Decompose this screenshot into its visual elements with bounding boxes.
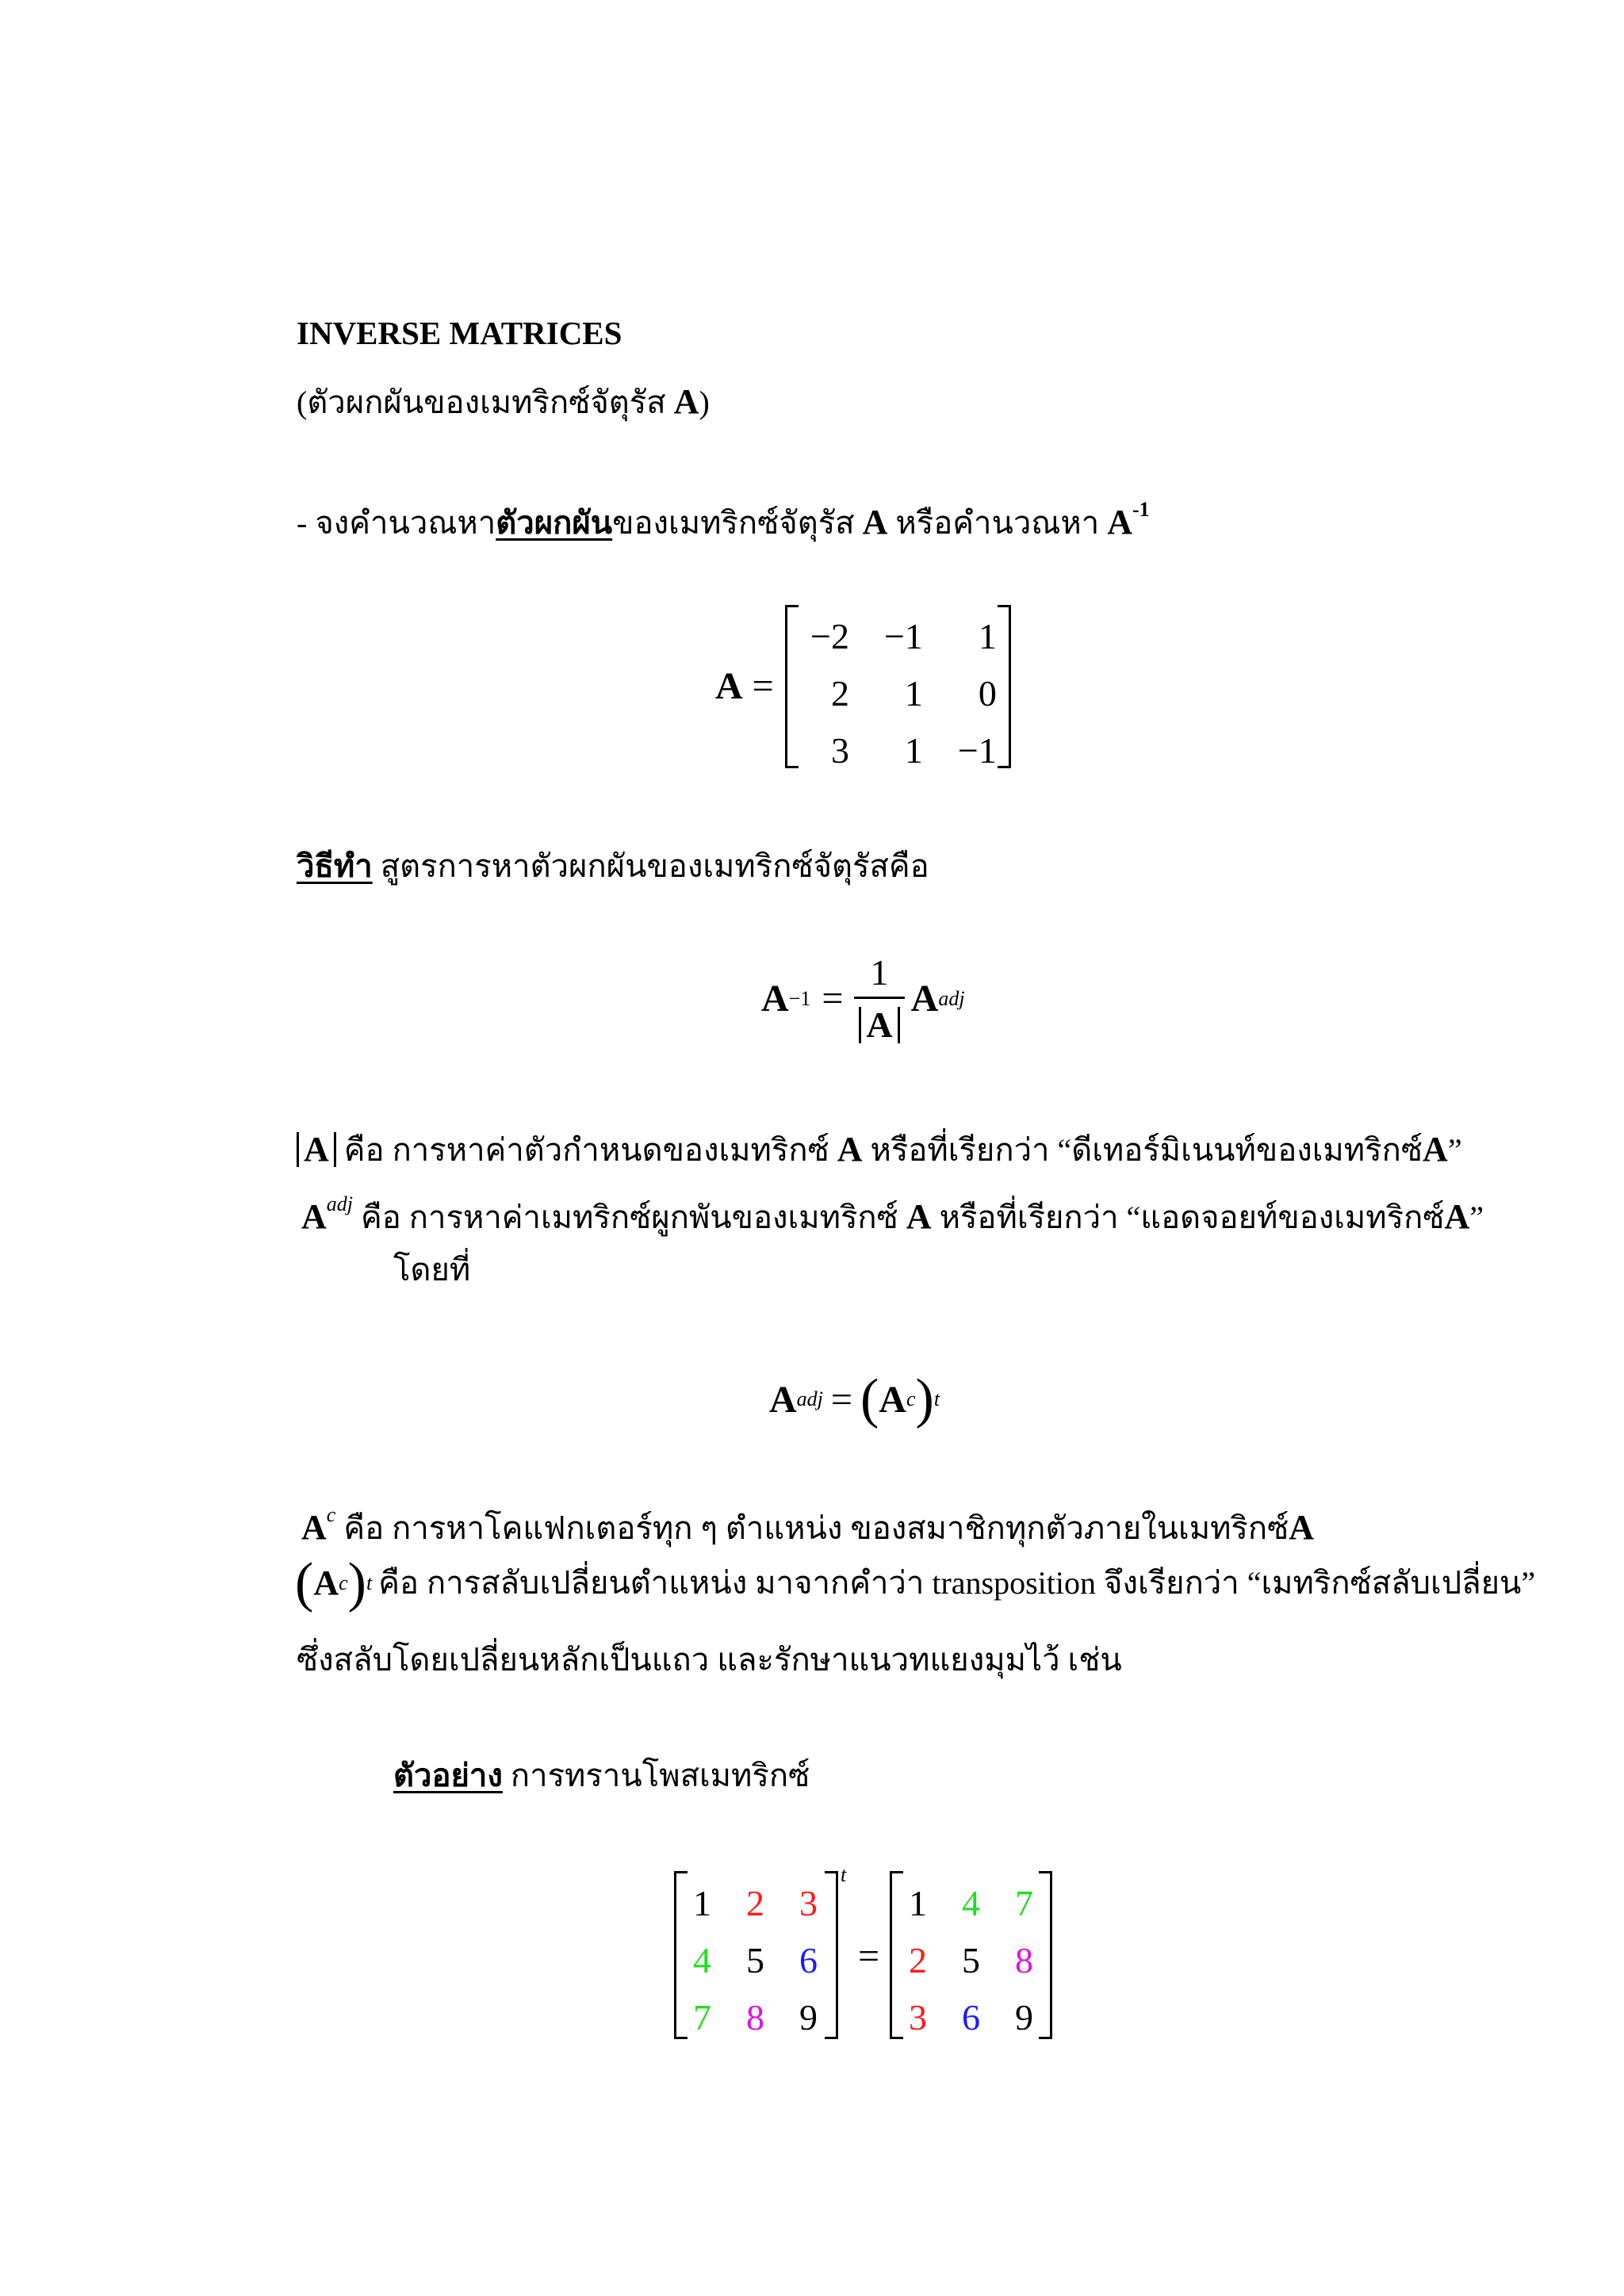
matrix-cell: 6 — [962, 1996, 980, 2038]
task-target-exp: -1 — [1132, 498, 1150, 521]
formula-rhs: A — [910, 978, 939, 1020]
matrix-cell: 2 — [909, 1939, 927, 1980]
def-det-var: A — [837, 1130, 863, 1169]
matrix-a-eq: = — [752, 665, 774, 707]
trans-symbol: A — [313, 1563, 339, 1602]
formula-adj-eq: = — [830, 1378, 852, 1421]
matrix-a — [793, 607, 1014, 779]
formula-lhs: A — [761, 978, 789, 1020]
def-det — [297, 1132, 1462, 1167]
matrix-cell: 5 — [962, 1939, 980, 1980]
method-text: สูตรการหาตัวผกผันของเมทริกซ์จัตุรัสคือ — [372, 848, 929, 884]
formula-adj-inner: A — [879, 1378, 906, 1421]
method-label: วิธีทำ — [297, 848, 373, 884]
matrix-row — [676, 1874, 835, 1931]
matrix-cell: 7 — [693, 1996, 711, 2038]
formula-adj-lhs-exp: adj — [796, 1387, 823, 1410]
matrix-cell: 9 — [799, 1996, 818, 2038]
matrix-cell: −1 — [883, 615, 923, 656]
formula-adj-lhs: A — [769, 1378, 797, 1421]
def-adj-text: คือ การหาค่าเมทริกซ์ผูกพันของเมทริกซ์ — [353, 1200, 906, 1235]
example-text: การทรานโพสเมทริกซ์ — [502, 1758, 810, 1793]
determinant-symbol: A — [859, 1007, 899, 1043]
formula-adj — [769, 1368, 940, 1431]
task-target: A — [1107, 503, 1132, 541]
matrix-cell: 1 — [909, 1882, 927, 1923]
subtitle — [297, 382, 710, 421]
formula-inverse — [761, 951, 965, 1046]
right-paren: ) — [347, 1552, 366, 1613]
by-which: โดยที่ — [393, 1252, 471, 1288]
matrix-row — [891, 1988, 1051, 2045]
left-paren: ( — [860, 1368, 879, 1429]
matrix-row — [793, 607, 1014, 664]
task-var: A — [862, 503, 888, 541]
adj-symbol: A — [301, 1197, 327, 1236]
matrix-a-label — [715, 664, 774, 708]
matrix-cell: 4 — [693, 1939, 711, 1980]
task-line — [297, 499, 1150, 540]
def-det-var2: A — [1423, 1130, 1448, 1169]
task-after: หรือคำนวณหา — [887, 505, 1108, 541]
matrix-cell: 8 — [1015, 1939, 1033, 1980]
matrix-row — [793, 721, 1014, 779]
def-adj — [301, 1194, 1484, 1234]
matrix-cell: 1 — [904, 672, 923, 714]
matrix-cell: 8 — [746, 1996, 764, 2038]
matrix-cell: 3 — [799, 1882, 818, 1923]
matrix-cell: 2 — [830, 672, 849, 714]
matrix-cell: 3 — [830, 729, 849, 771]
matrix-cell: 5 — [746, 1939, 764, 1980]
matrix-cell: −1 — [957, 729, 997, 771]
def-det-text: คือ การหาค่าตัวกำหนดของเมทริกซ์ — [335, 1132, 837, 1168]
cof-symbol-exp: c — [326, 1503, 336, 1526]
matrix-cell: 4 — [962, 1882, 980, 1923]
method-line — [297, 848, 929, 884]
left-paren: ( — [295, 1552, 314, 1613]
matrix-row — [891, 1874, 1051, 1931]
matrix-cell: 1 — [693, 1882, 711, 1923]
adj-symbol-exp: adj — [326, 1192, 354, 1215]
subtitle-text: (ตัวผกผันของเมทริกซ์จัตุรัส — [297, 385, 674, 420]
def-cof-var: A — [1289, 1508, 1315, 1547]
transpose-eq: = — [858, 1935, 880, 1977]
matrix-cell: 6 — [799, 1939, 818, 1980]
matrix-cell: −2 — [810, 615, 849, 656]
page-title: INVERSE MATRICES — [297, 315, 622, 351]
matrix-cell: 1 — [904, 729, 923, 771]
transpose-exp: t — [841, 1863, 847, 1886]
formula-adj-inner-exp: c — [906, 1387, 916, 1410]
task-prefix: - จงคำนวณหา — [297, 505, 496, 541]
formula-rhs-exp: adj — [938, 986, 965, 1010]
def-adj-var2: A — [1444, 1197, 1470, 1236]
def-cof-text: คือ การหาโคแฟกเตอร์ทุก ๆ ตำแหน่ง ของสมาชิกทุกตัวภายในเมทริกซ์ — [335, 1510, 1289, 1546]
task-emph: ตัวผกผัน — [496, 505, 613, 541]
subtitle-var: A — [673, 382, 699, 421]
def-adj-text2: หรือที่เรียกว่า “แอดจอยท์ของเมทริกซ์ — [931, 1200, 1445, 1235]
fraction-numerator: 1 — [870, 952, 889, 993]
def-adj-var: A — [906, 1197, 932, 1236]
trans-outer-exp: t — [366, 1571, 373, 1594]
right-paren: ) — [915, 1368, 934, 1429]
cof-symbol: A — [301, 1508, 327, 1547]
formula-lhs-exp: −1 — [788, 986, 811, 1010]
def-cof — [301, 1505, 1314, 1545]
matrix-cell: 3 — [909, 1996, 927, 2038]
subtitle-close: ) — [699, 385, 710, 420]
matrix-cell: 9 — [1015, 1996, 1033, 2038]
formula-fraction — [854, 951, 904, 1046]
formula-eq: = — [822, 978, 844, 1020]
example-line — [393, 1760, 810, 1792]
matrix-cell: 0 — [978, 672, 997, 714]
matrix-cell: 1 — [978, 615, 997, 656]
def-trans-line2: ซึ่งสลับโดยเปลี่ยนหลักเป็นแถว และรักษาแนวทแยงมุมไว้ เช่น — [297, 1642, 1122, 1678]
transpose-right-matrix — [891, 1874, 1051, 2045]
matrix-cell: 2 — [746, 1882, 764, 1923]
matrix-row — [676, 1931, 835, 1988]
matrix-cell: 7 — [1015, 1882, 1033, 1923]
example-label: ตัวอย่าง — [393, 1758, 503, 1793]
def-det-close: ” — [1447, 1132, 1462, 1168]
def-trans-text: คือ การสลับเปลี่ยนตำแหน่ง มาจากคำว่า transposition จึงเรียกว่า “เมทริกซ์สลับเปลี่ยน” — [378, 1565, 1536, 1601]
def-det-text2: หรือที่เรียกว่า “ดีเทอร์มิเนนท์ของเมทริกซ์ — [862, 1132, 1423, 1168]
matrix-a-symbol: A — [715, 665, 743, 707]
matrix-row — [676, 1988, 835, 2045]
transpose-left-matrix — [676, 1874, 835, 2045]
det-symbol: A — [297, 1132, 336, 1167]
matrix-row — [793, 664, 1014, 721]
formula-adj-outer-exp: t — [933, 1387, 940, 1410]
task-middle: ของเมทริกซ์จัตุรัส — [612, 505, 863, 541]
def-trans — [295, 1552, 1536, 1613]
trans-symbol-exp: c — [339, 1571, 348, 1594]
fraction-denominator — [854, 997, 904, 1046]
def-adj-close: ” — [1469, 1200, 1484, 1235]
matrix-row — [891, 1931, 1051, 1988]
